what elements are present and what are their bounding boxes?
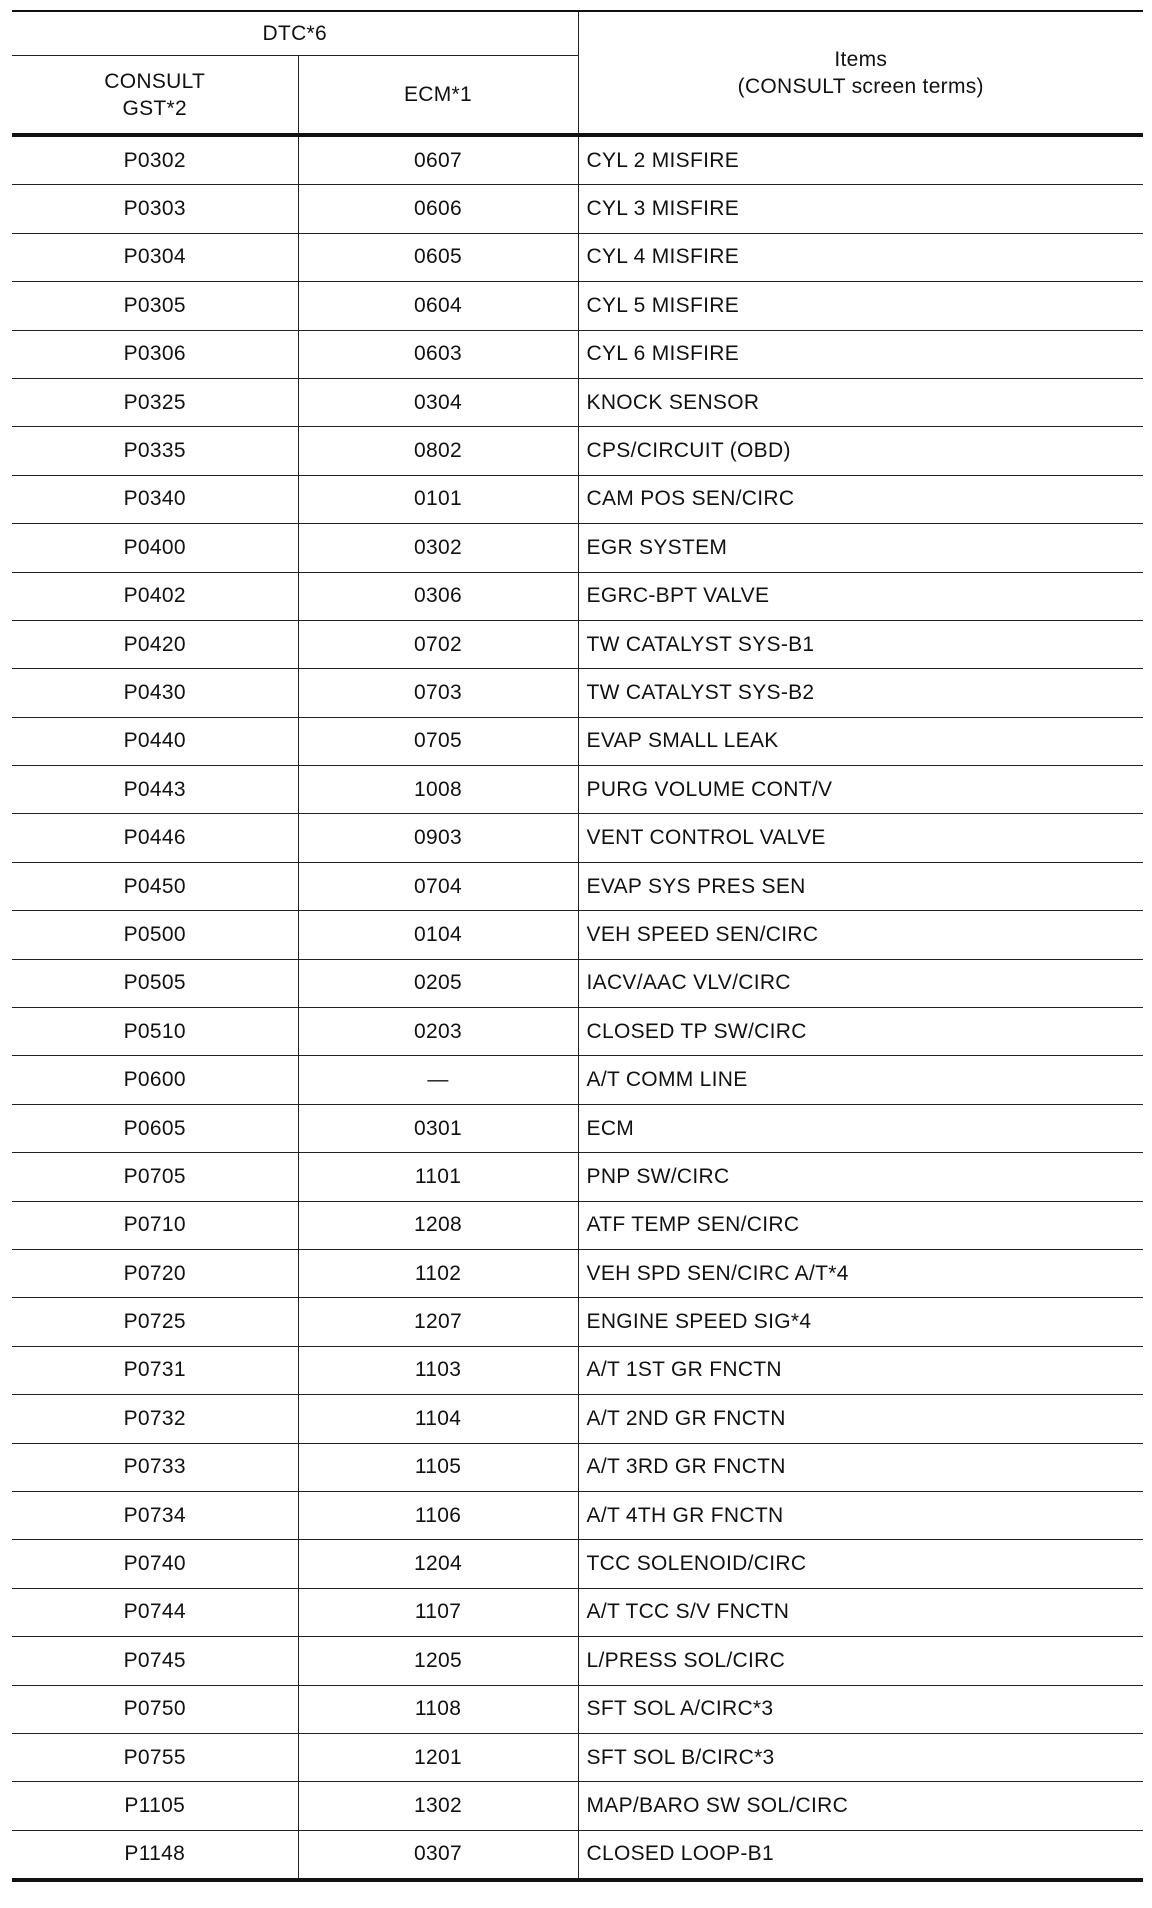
dtc-ecm-code: 1105 [298, 1443, 578, 1491]
dtc-ecm-code: 1008 [298, 766, 578, 814]
table-row [12, 1782, 1143, 1830]
dtc-item-term: EVAP SYS PRES SEN [578, 862, 1143, 910]
dtc-item-term: CYL 3 MISFIRE [578, 185, 1143, 233]
dtc-item-term: PNP SW/CIRC [578, 1153, 1143, 1201]
dtc-gst-code: P0734 [12, 1491, 298, 1539]
dtc-gst-code: P1148 [12, 1830, 298, 1880]
consult-gst-header-line-2: GST*2 [122, 96, 188, 120]
dtc-item-term: ENGINE SPEED SIG*4 [578, 1298, 1143, 1346]
table-row [12, 1104, 1143, 1152]
table-row [12, 330, 1143, 378]
dtc-ecm-code: 1106 [298, 1491, 578, 1539]
items-header-line-2: (CONSULT screen terms) [737, 74, 984, 98]
dtc-ecm-code: 0203 [298, 1008, 578, 1056]
dtc-ecm-code: 0307 [298, 1830, 578, 1880]
dtc-ecm-code: — [298, 1056, 578, 1104]
dtc-gst-code: P0510 [12, 1008, 298, 1056]
dtc-ecm-code: 0604 [298, 282, 578, 330]
dtc-ecm-code: 1205 [298, 1637, 578, 1685]
dtc-gst-code: P0450 [12, 862, 298, 910]
dtc-gst-code: P0440 [12, 717, 298, 765]
table-row [12, 1249, 1143, 1297]
table-row [12, 717, 1143, 765]
table-row [12, 135, 1143, 185]
consult-gst-header-line-1: CONSULT [104, 69, 206, 93]
dtc-ecm-code: 0304 [298, 378, 578, 426]
dtc-gst-code: P0430 [12, 669, 298, 717]
table-row [12, 475, 1143, 523]
table-row [12, 1056, 1143, 1104]
dtc-ecm-code: 1204 [298, 1540, 578, 1588]
dtc-ecm-code: 0101 [298, 475, 578, 523]
dtc-ecm-code: 1201 [298, 1733, 578, 1781]
dtc-item-term: A/T COMM LINE [578, 1056, 1143, 1104]
dtc-gst-code: P0600 [12, 1056, 298, 1104]
table-row [12, 911, 1143, 959]
dtc-ecm-code: 1302 [298, 1782, 578, 1830]
dtc-item-term: PURG VOLUME CONT/V [578, 766, 1143, 814]
dtc-ecm-code: 0306 [298, 572, 578, 620]
table-row [12, 378, 1143, 426]
table-row [12, 524, 1143, 572]
dtc-gst-code: P0305 [12, 282, 298, 330]
dtc-gst-code: P0605 [12, 1104, 298, 1152]
dtc-ecm-code: 1107 [298, 1588, 578, 1636]
items-header [578, 11, 1143, 135]
dtc-item-term: CYL 4 MISFIRE [578, 233, 1143, 281]
table-row [12, 620, 1143, 668]
dtc-item-term: L/PRESS SOL/CIRC [578, 1637, 1143, 1685]
dtc-ecm-code: 0606 [298, 185, 578, 233]
table-row [12, 1733, 1143, 1781]
table-row [12, 959, 1143, 1007]
dtc-item-term: CPS/CIRCUIT (OBD) [578, 427, 1143, 475]
dtc-ecm-code: 0703 [298, 669, 578, 717]
dtc-gst-code: P0500 [12, 911, 298, 959]
table-row [12, 766, 1143, 814]
dtc-item-term: EVAP SMALL LEAK [578, 717, 1143, 765]
dtc-item-term: ATF TEMP SEN/CIRC [578, 1201, 1143, 1249]
table-row [12, 185, 1143, 233]
dtc-gst-code: P0705 [12, 1153, 298, 1201]
table-row [12, 1637, 1143, 1685]
dtc-gst-code: P0750 [12, 1685, 298, 1733]
dtc-item-term: EGRC-BPT VALVE [578, 572, 1143, 620]
dtc-gst-code: P0303 [12, 185, 298, 233]
dtc-gst-code: P0325 [12, 378, 298, 426]
dtc-gst-code: P0402 [12, 572, 298, 620]
table-row [12, 1298, 1143, 1346]
table-row [12, 669, 1143, 717]
dtc-ecm-code: 1108 [298, 1685, 578, 1733]
dtc-item-term: VENT CONTROL VALVE [578, 814, 1143, 862]
dtc-item-term: A/T 1ST GR FNCTN [578, 1346, 1143, 1394]
table-row [12, 1008, 1143, 1056]
table-row [12, 572, 1143, 620]
dtc-gst-code: P0745 [12, 1637, 298, 1685]
dtc-ecm-code: 1208 [298, 1201, 578, 1249]
dtc-gst-code: P0740 [12, 1540, 298, 1588]
dtc-item-term: TCC SOLENOID/CIRC [578, 1540, 1143, 1588]
table-row [12, 862, 1143, 910]
dtc-ecm-code: 0705 [298, 717, 578, 765]
dtc-gst-code: P0710 [12, 1201, 298, 1249]
dtc-gst-code: P0725 [12, 1298, 298, 1346]
dtc-ecm-code: 0605 [298, 233, 578, 281]
dtc-ecm-code: 0302 [298, 524, 578, 572]
dtc-ecm-code: 0603 [298, 330, 578, 378]
dtc-ecm-code: 1104 [298, 1395, 578, 1443]
ecm-header: ECM*1 [298, 56, 578, 136]
dtc-ecm-code: 0104 [298, 911, 578, 959]
dtc-item-term: A/T TCC S/V FNCTN [578, 1588, 1143, 1636]
dtc-item-term: SFT SOL A/CIRC*3 [578, 1685, 1143, 1733]
dtc-ecm-code: 0607 [298, 135, 578, 185]
table-body [12, 135, 1143, 1880]
dtc-gst-code: P0731 [12, 1346, 298, 1394]
table-row [12, 1830, 1143, 1880]
table-row [12, 1201, 1143, 1249]
table-row [12, 1346, 1143, 1394]
dtc-item-term: A/T 4TH GR FNCTN [578, 1491, 1143, 1539]
dtc-ecm-code: 0802 [298, 427, 578, 475]
dtc-item-term: TW CATALYST SYS-B2 [578, 669, 1143, 717]
dtc-ecm-code: 1103 [298, 1346, 578, 1394]
dtc-item-term: A/T 2ND GR FNCTN [578, 1395, 1143, 1443]
dtc-ecm-code: 0903 [298, 814, 578, 862]
table-row [12, 814, 1143, 862]
dtc-gst-code: P0306 [12, 330, 298, 378]
dtc-item-term: CYL 5 MISFIRE [578, 282, 1143, 330]
table-row [12, 1491, 1143, 1539]
dtc-item-term: EGR SYSTEM [578, 524, 1143, 572]
dtc-item-term: TW CATALYST SYS-B1 [578, 620, 1143, 668]
dtc-gst-code: P0304 [12, 233, 298, 281]
dtc-ecm-code: 1101 [298, 1153, 578, 1201]
dtc-item-term: SFT SOL B/CIRC*3 [578, 1733, 1143, 1781]
dtc-gst-code: P0340 [12, 475, 298, 523]
dtc-item-term: CLOSED TP SW/CIRC [578, 1008, 1143, 1056]
dtc-item-term: KNOCK SENSOR [578, 378, 1143, 426]
dtc-gst-code: P0443 [12, 766, 298, 814]
dtc-group-header: DTC*6 [12, 11, 578, 56]
dtc-ecm-code: 0702 [298, 620, 578, 668]
dtc-ecm-code: 0704 [298, 862, 578, 910]
dtc-gst-code: P0744 [12, 1588, 298, 1636]
dtc-gst-code: P0755 [12, 1733, 298, 1781]
table-row [12, 1153, 1143, 1201]
table-header [12, 11, 1143, 135]
consult-gst-header [12, 56, 298, 136]
dtc-gst-code: P0446 [12, 814, 298, 862]
dtc-item-term: CAM POS SEN/CIRC [578, 475, 1143, 523]
dtc-ecm-code: 1102 [298, 1249, 578, 1297]
dtc-ecm-code: 1207 [298, 1298, 578, 1346]
items-header-line-1: Items [834, 47, 888, 71]
dtc-gst-code: P0420 [12, 620, 298, 668]
table-row [12, 1443, 1143, 1491]
table-row [12, 1685, 1143, 1733]
dtc-item-term: ECM [578, 1104, 1143, 1152]
table-row [12, 1395, 1143, 1443]
table-row [12, 1540, 1143, 1588]
dtc-gst-code: P0400 [12, 524, 298, 572]
dtc-gst-code: P0733 [12, 1443, 298, 1491]
dtc-gst-code: P0732 [12, 1395, 298, 1443]
dtc-item-term: VEH SPD SEN/CIRC A/T*4 [578, 1249, 1143, 1297]
dtc-item-term: MAP/BARO SW SOL/CIRC [578, 1782, 1143, 1830]
dtc-table [12, 10, 1143, 1882]
dtc-gst-code: P1105 [12, 1782, 298, 1830]
dtc-gst-code: P0505 [12, 959, 298, 1007]
table-row [12, 282, 1143, 330]
dtc-item-term: VEH SPEED SEN/CIRC [578, 911, 1143, 959]
dtc-item-term: CLOSED LOOP-B1 [578, 1830, 1143, 1880]
dtc-item-term: CYL 6 MISFIRE [578, 330, 1143, 378]
dtc-gst-code: P0302 [12, 135, 298, 185]
dtc-ecm-code: 0205 [298, 959, 578, 1007]
table-row [12, 233, 1143, 281]
dtc-item-term: IACV/AAC VLV/CIRC [578, 959, 1143, 1007]
table-row [12, 427, 1143, 475]
dtc-gst-code: P0720 [12, 1249, 298, 1297]
dtc-item-term: A/T 3RD GR FNCTN [578, 1443, 1143, 1491]
dtc-ecm-code: 0301 [298, 1104, 578, 1152]
dtc-gst-code: P0335 [12, 427, 298, 475]
dtc-item-term: CYL 2 MISFIRE [578, 135, 1143, 185]
table-row [12, 1588, 1143, 1636]
